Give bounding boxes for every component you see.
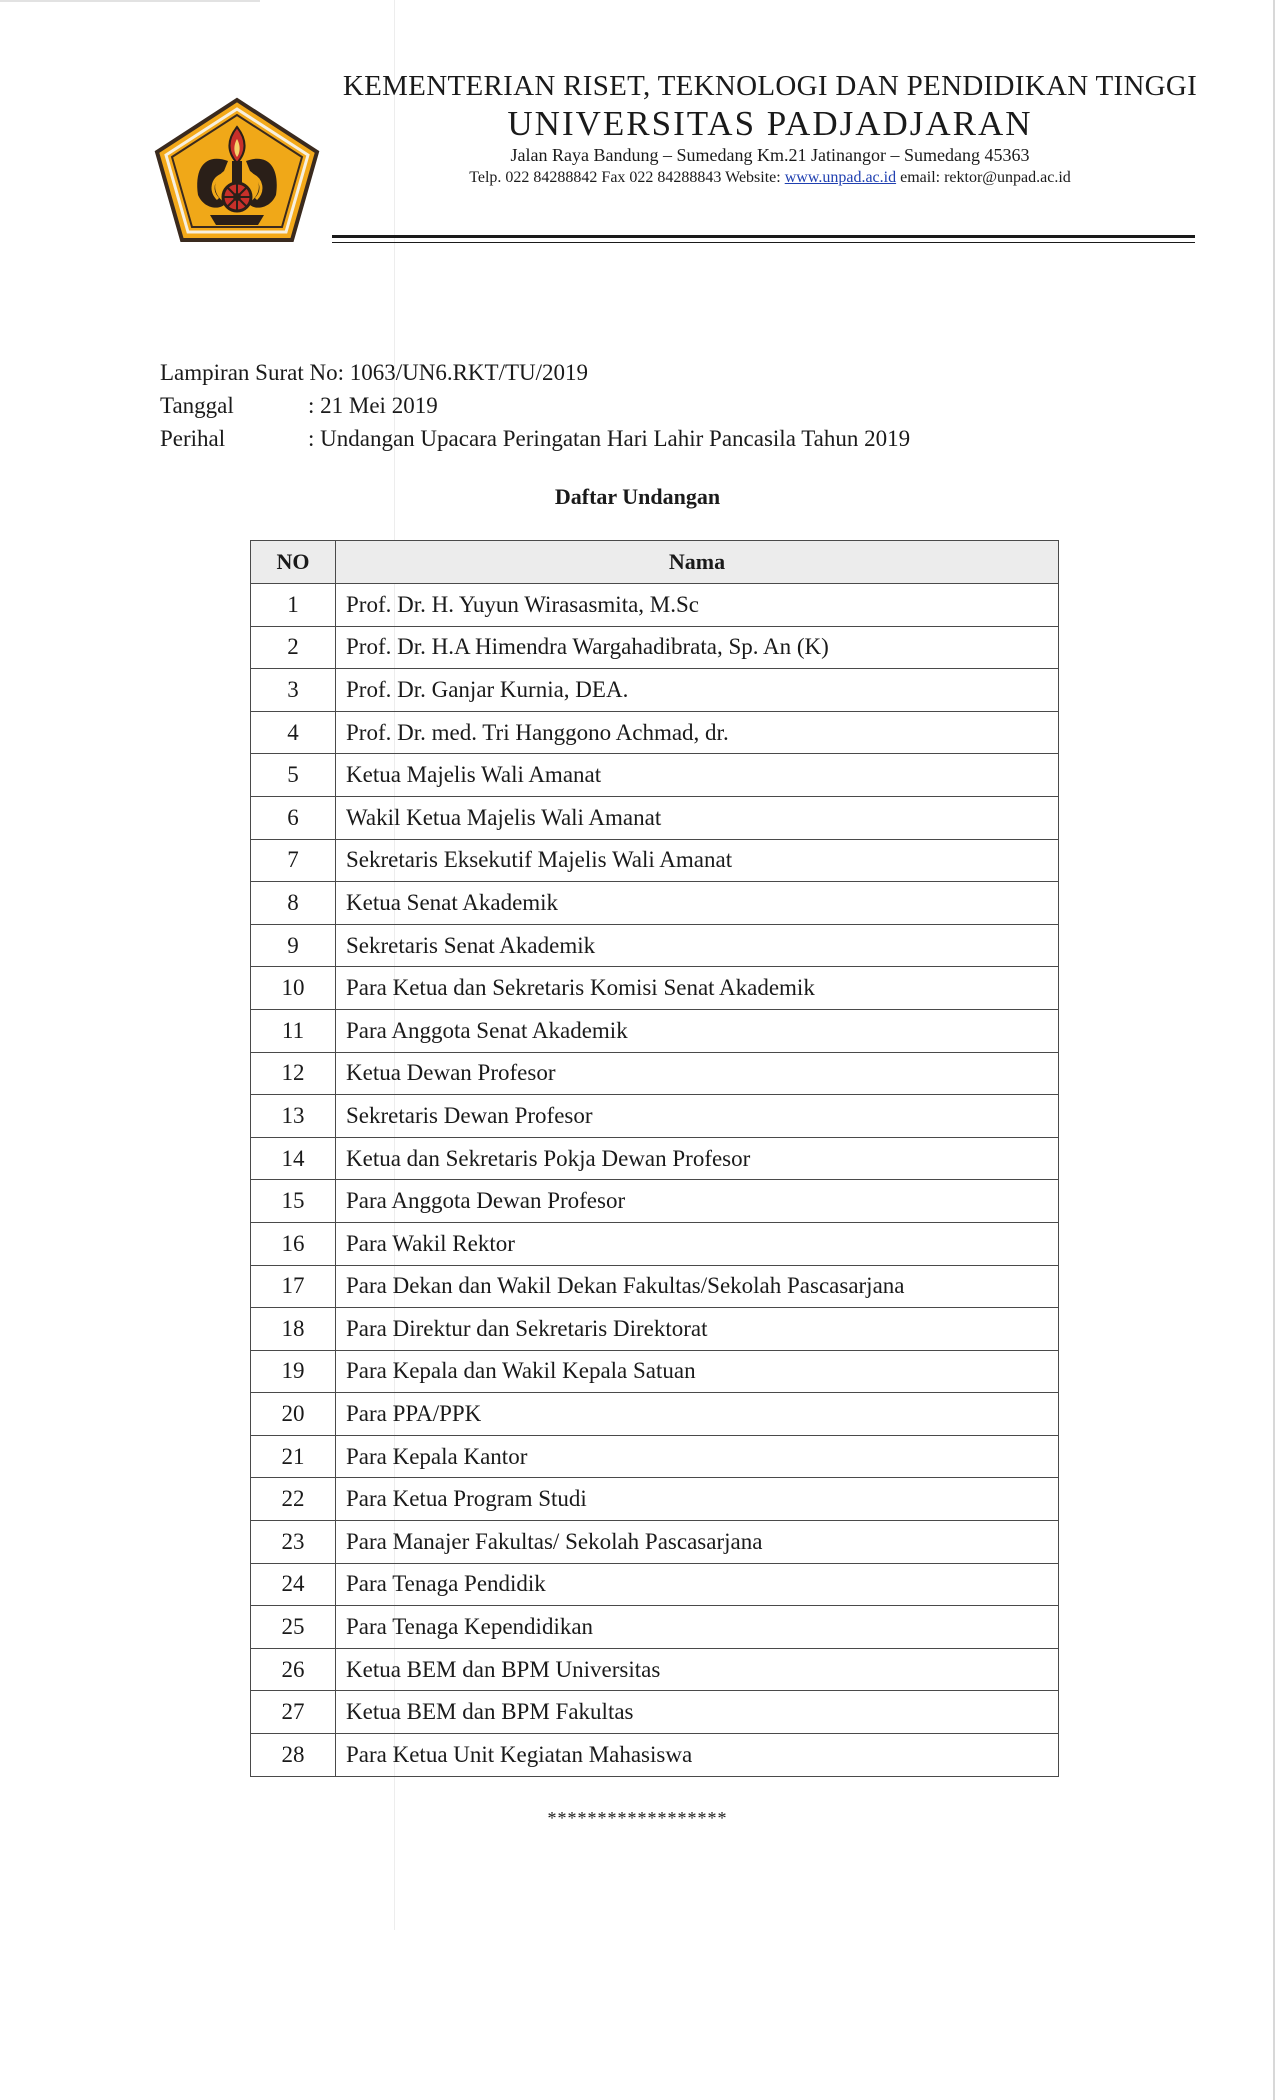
table-row [251,1095,1059,1138]
row-name: Para Kepala dan Wakil Kepala Satuan [336,1350,1059,1393]
row-number: 22 [251,1478,336,1521]
table-row [251,584,1059,627]
table-row [251,1478,1059,1521]
contact-line [320,167,1220,189]
row-number: 9 [251,924,336,967]
table-row [251,967,1059,1010]
row-name: Ketua Majelis Wali Amanat [336,754,1059,797]
row-name: Wakil Ketua Majelis Wali Amanat [336,796,1059,839]
row-name: Para Wakil Rektor [336,1222,1059,1265]
row-name: Para Kepala Kantor [336,1435,1059,1478]
row-number: 25 [251,1606,336,1649]
letterhead [320,68,1220,189]
row-number: 19 [251,1350,336,1393]
row-name: Prof. Dr. H.A Himendra Wargahadibrata, Sp. An (K) [336,626,1059,669]
row-name: Sekretaris Senat Akademik [336,924,1059,967]
row-name: Prof. Dr. Ganjar Kurnia, DEA. [336,669,1059,712]
table-header-row [251,541,1059,584]
row-name: Sekretaris Dewan Profesor [336,1095,1059,1138]
table-row [251,1606,1059,1649]
table-row [251,1691,1059,1734]
row-name: Para Direktur dan Sekretaris Direktorat [336,1308,1059,1351]
letter-meta [160,356,910,455]
letterhead-divider-thin [332,242,1195,243]
scan-edge-top [0,0,260,2]
table-row [251,626,1059,669]
row-number: 18 [251,1308,336,1351]
row-number: 16 [251,1222,336,1265]
row-name: Para Anggota Dewan Profesor [336,1180,1059,1223]
letterhead-divider-thick [332,235,1195,238]
row-name: Sekretaris Eksekutif Majelis Wali Amanat [336,839,1059,882]
row-number: 17 [251,1265,336,1308]
row-number: 12 [251,1052,336,1095]
tanggal-line [160,389,910,422]
table-row [251,796,1059,839]
website-link[interactable]: www.unpad.ac.id [784,169,897,186]
table-row [251,1435,1059,1478]
row-number: 8 [251,882,336,925]
row-number: 10 [251,967,336,1010]
lampiran-line: Lampiran Surat No: 1063/UN6.RKT/TU/2019 [160,360,589,385]
row-number: 14 [251,1137,336,1180]
perihal-value: : Undangan Upacara Peringatan Hari Lahir Pancasila Tahun 2019 [308,426,911,451]
row-number: 2 [251,626,336,669]
university-name: UNIVERSITAS PADJADJARAN [507,104,1033,143]
perihal-label: Perihal [160,426,226,451]
email-text: email: rektor@unpad.ac.id [896,169,1071,186]
table-row [251,1052,1059,1095]
row-name: Ketua dan Sekretaris Pokja Dewan Profesor [336,1137,1059,1180]
guest-rows [251,584,1059,1777]
row-name: Ketua BEM dan BPM Fakultas [336,1691,1059,1734]
row-number: 1 [251,584,336,627]
row-name: Para Anggota Senat Akademik [336,1009,1059,1052]
row-number: 5 [251,754,336,797]
row-number: 28 [251,1734,336,1777]
row-name: Ketua Senat Akademik [336,882,1059,925]
table-row [251,882,1059,925]
row-number: 6 [251,796,336,839]
table-row [251,1009,1059,1052]
perihal-line [160,422,910,455]
table-row [251,1563,1059,1606]
row-name: Para Ketua Unit Kegiatan Mahasiswa [336,1734,1059,1777]
table-row [251,711,1059,754]
row-name: Para Dekan dan Wakil Dekan Fakultas/Sekolah Pascasarjana [336,1265,1059,1308]
guest-table [250,540,1059,1777]
table-row [251,1180,1059,1223]
row-number: 13 [251,1095,336,1138]
row-number: 4 [251,711,336,754]
table-row [251,839,1059,882]
table-row [251,1350,1059,1393]
table-row [251,1265,1059,1308]
table-row [251,1308,1059,1351]
row-number: 11 [251,1009,336,1052]
header-no: NO [251,541,336,584]
row-number: 27 [251,1691,336,1734]
end-stars: ****************** [547,1808,728,1828]
row-name: Prof. Dr. med. Tri Hanggono Achmad, dr. [336,711,1059,754]
phone-fax-text: Telp. 022 84288842 Fax 022 84288843 Website: [469,169,785,186]
row-name: Para PPA/PPK [336,1393,1059,1436]
table-row [251,1393,1059,1436]
table-row [251,1521,1059,1564]
row-name: Prof. Dr. H. Yuyun Wirasasmita, M.Sc [336,584,1059,627]
list-title: Daftar Undangan [554,484,721,509]
row-number: 20 [251,1393,336,1436]
row-name: Para Ketua dan Sekretaris Komisi Senat Akademik [336,967,1059,1010]
tanggal-value: : 21 Mei 2019 [308,393,438,418]
table-row [251,924,1059,967]
header-nama: Nama [336,541,1059,584]
unpad-logo-icon [154,97,320,243]
row-number: 26 [251,1648,336,1691]
table-row [251,669,1059,712]
ministry-name: KEMENTERIAN RISET, TEKNOLOGI DAN PENDIDIKAN TINGGI [342,70,1198,102]
table-row [251,754,1059,797]
university-address: Jalan Raya Bandung – Sumedang Km.21 Jatinangor – Sumedang 45363 [510,145,1030,165]
row-name: Para Tenaga Pendidik [336,1563,1059,1606]
row-number: 3 [251,669,336,712]
row-number: 21 [251,1435,336,1478]
row-name: Para Ketua Program Studi [336,1478,1059,1521]
table-row [251,1137,1059,1180]
table-row [251,1222,1059,1265]
table-row [251,1734,1059,1777]
tanggal-label: Tanggal [160,393,234,418]
row-number: 15 [251,1180,336,1223]
row-name: Para Manajer Fakultas/ Sekolah Pascasarjana [336,1521,1059,1564]
row-name: Ketua BEM dan BPM Universitas [336,1648,1059,1691]
row-name: Para Tenaga Kependidikan [336,1606,1059,1649]
row-number: 23 [251,1521,336,1564]
row-number: 7 [251,839,336,882]
row-name: Ketua Dewan Profesor [336,1052,1059,1095]
table-row [251,1648,1059,1691]
row-number: 24 [251,1563,336,1606]
